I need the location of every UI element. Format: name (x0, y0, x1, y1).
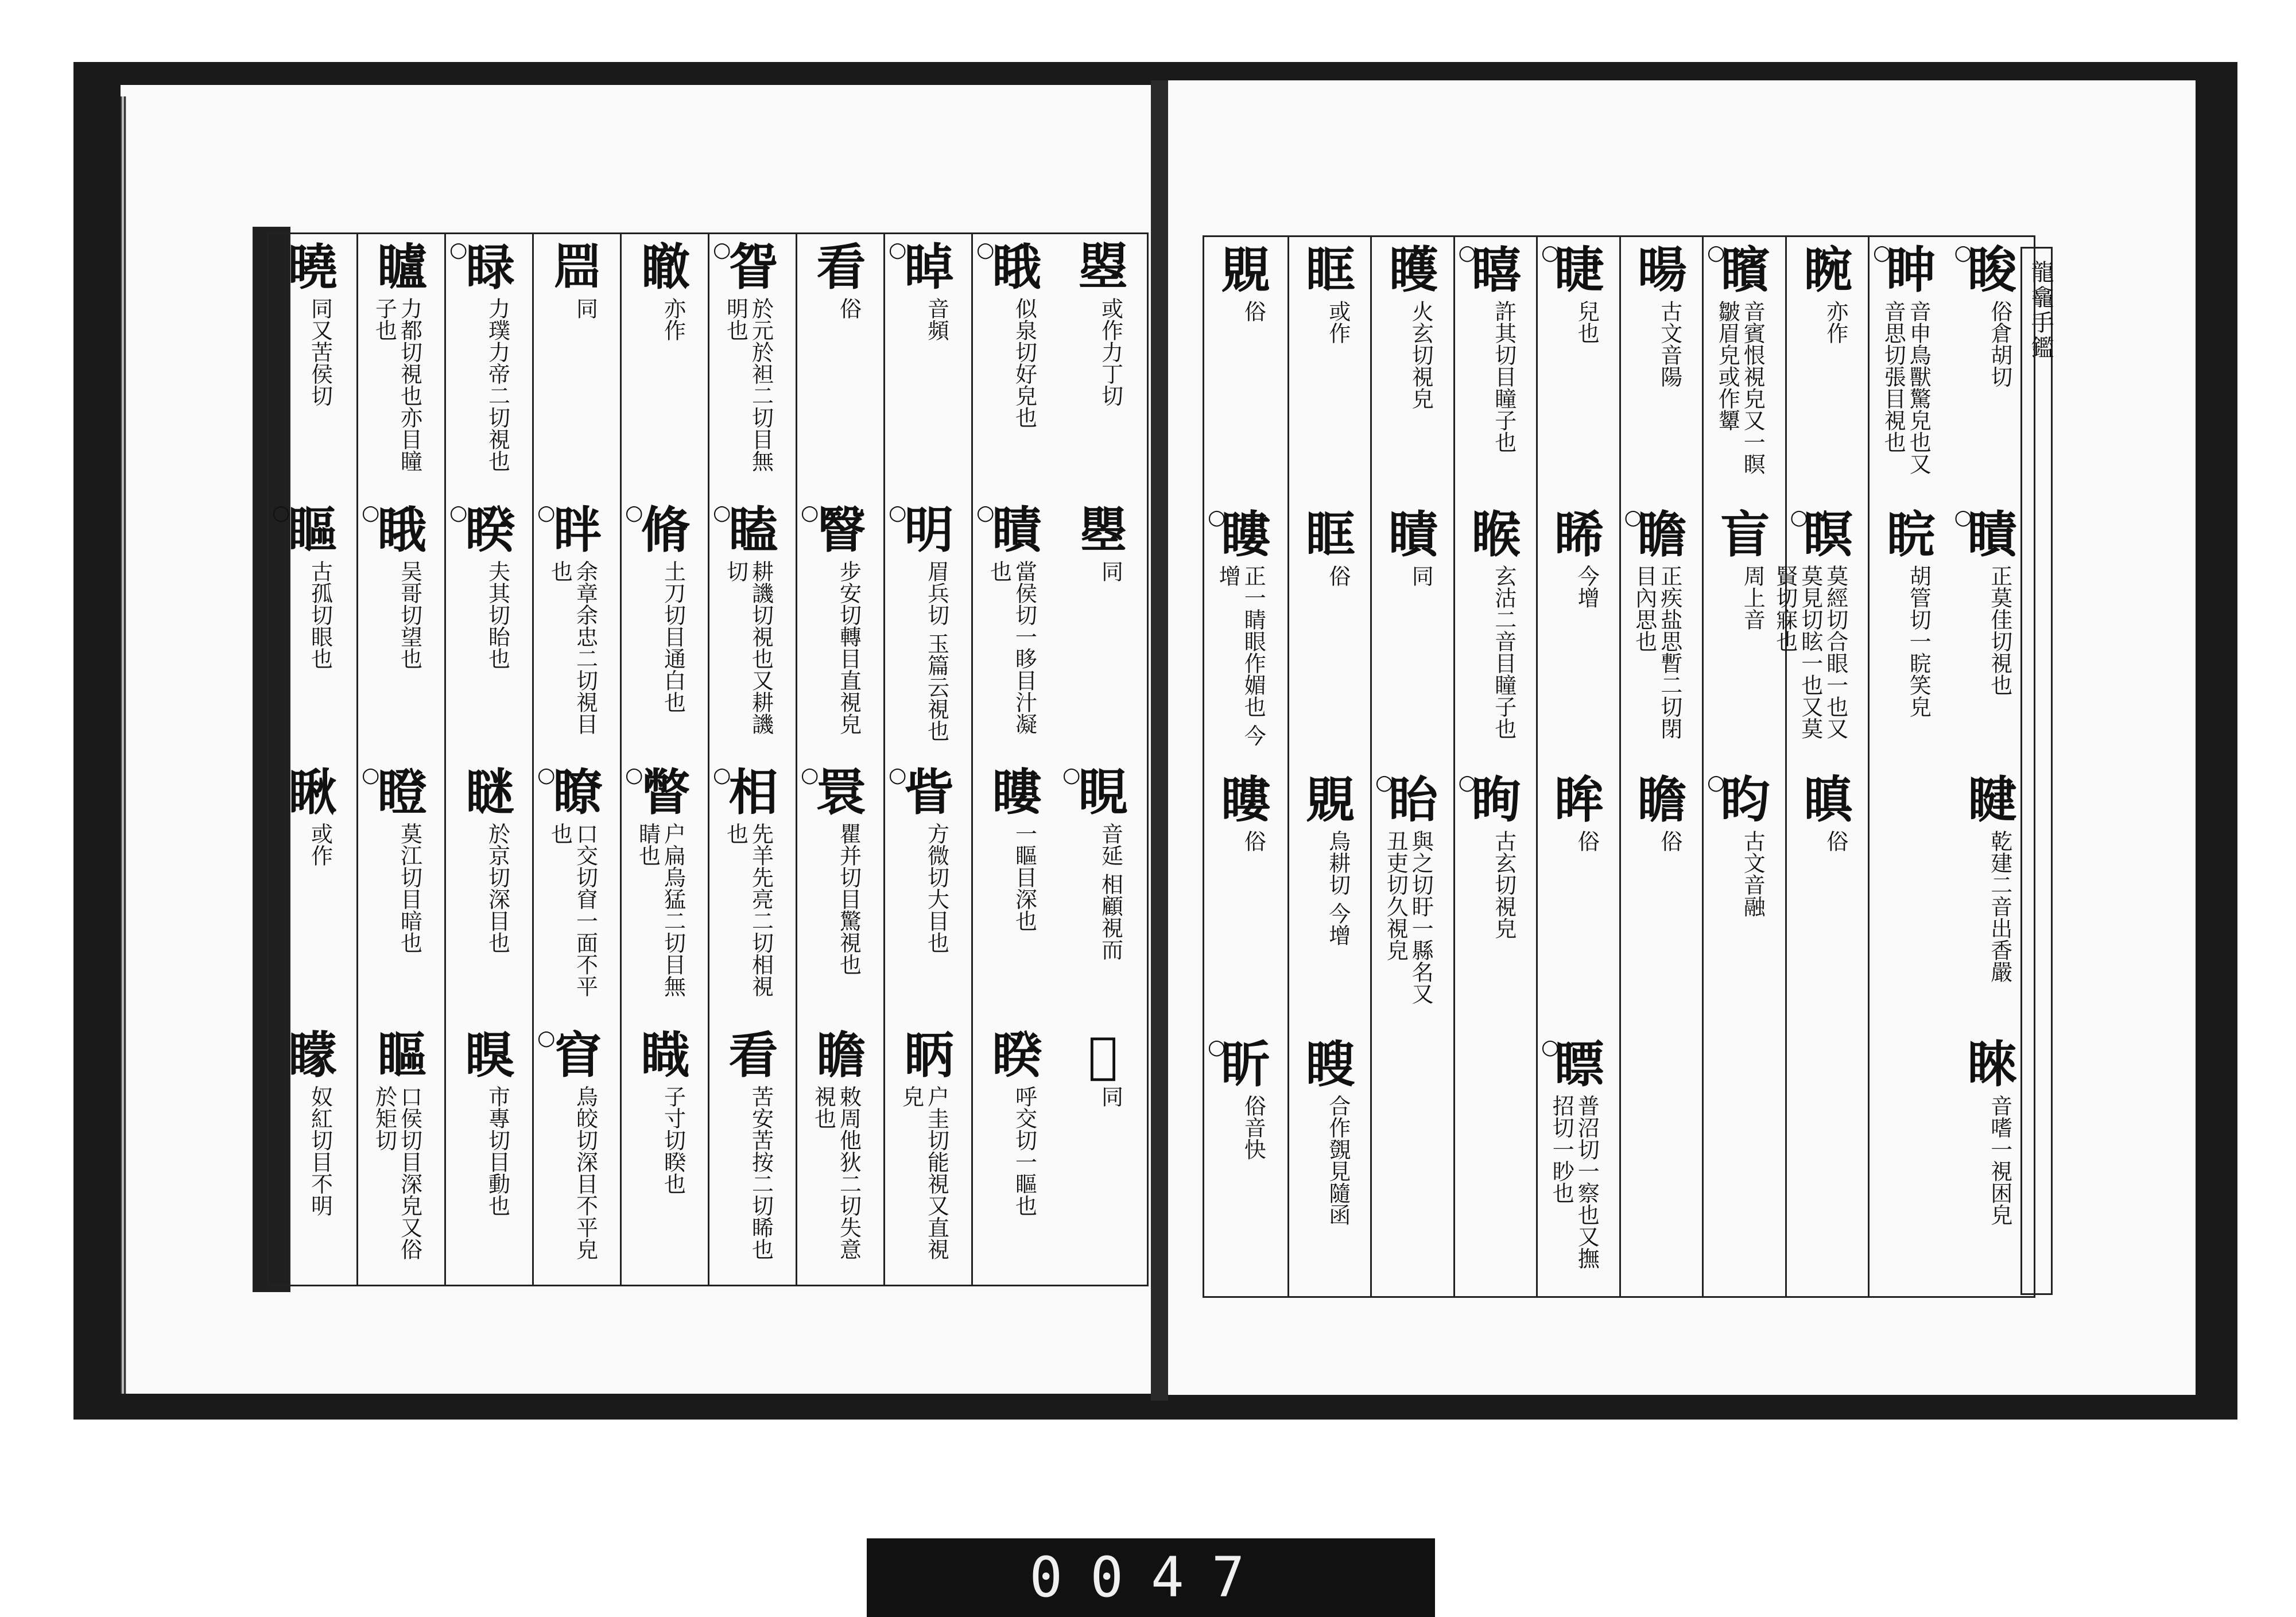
left-gloss: 於元於袒二切目無明也 (723, 297, 774, 472)
left-headword: 睋 (377, 501, 427, 559)
right-column (1204, 237, 1287, 1296)
left-entry (269, 765, 356, 1020)
left-entry (973, 765, 1061, 1020)
left-headword: 矇 (288, 1026, 338, 1084)
left-entry (534, 240, 622, 495)
right-column (1619, 237, 1704, 1296)
right-entry (1204, 243, 1287, 499)
right-gloss: 音賓恨視皃又一瞑皺眉皃或作顰 (1715, 300, 1766, 475)
right-headword: 睞 (1967, 1035, 2017, 1093)
left-gloss: 夫其切眙也 (484, 560, 510, 669)
left-entry (1059, 240, 1147, 495)
right-gloss: 莫經切合眼一也又莫見切眩一也又莫賢切寐也 (1772, 565, 1848, 740)
right-column (1370, 237, 1455, 1296)
right-headword: 睺 (1471, 506, 1521, 564)
right-page-text-block (1203, 235, 2035, 1298)
circle-mark-icon: ○ (889, 763, 907, 787)
left-gloss: 呼交切一瞘也 (1011, 1085, 1037, 1216)
left-gloss: 當侯切一眵目汁凝也 (986, 560, 1037, 735)
right-gloss: 或作 (1325, 300, 1351, 344)
right-gloss: 正疾盐思暫二切閉目內思也 (1631, 565, 1682, 740)
left-column (444, 234, 534, 1285)
left-entry (269, 1028, 356, 1283)
right-headword: 瞻 (1637, 506, 1687, 564)
right-headword: 瞋 (1803, 770, 1853, 829)
left-headword: 眢 (728, 238, 778, 296)
right-entry (1951, 507, 2034, 764)
left-headword: 瞇 (465, 763, 515, 821)
left-headword: 睽 (465, 501, 515, 559)
left-headword: 睘 (816, 763, 866, 821)
right-column (1951, 237, 2034, 1296)
left-entry (534, 1028, 622, 1283)
left-column (708, 234, 797, 1285)
right-entry (1951, 243, 2034, 499)
right-gloss: 胡管切一睆笑皃 (1906, 565, 1932, 718)
left-headword: 明 (904, 501, 954, 559)
right-column (1702, 237, 1787, 1296)
left-entry (1059, 1028, 1147, 1283)
right-headword: 盲 (1720, 506, 1770, 564)
left-column (532, 234, 622, 1285)
right-gloss: 古文音融 (1740, 829, 1766, 917)
circle-mark-icon: ○ (449, 238, 468, 262)
right-headword: 瞑 (1803, 506, 1853, 564)
right-headword: 瞻 (1637, 770, 1687, 829)
right-entry (1787, 770, 1870, 1029)
left-headword: 相 (728, 763, 778, 821)
right-entry (1772, 506, 1870, 764)
left-headword: 睋 (992, 238, 1042, 296)
left-headword: 曉 (288, 238, 338, 296)
right-entry (1704, 507, 1787, 764)
right-gloss: 古文音陽 (1657, 300, 1682, 387)
left-headword: 瞜 (992, 763, 1042, 821)
right-entry (1704, 243, 1787, 499)
circle-mark-icon: ○ (1458, 241, 1476, 265)
left-headword: 睩 (465, 238, 515, 296)
circle-mark-icon: ○ (362, 763, 380, 787)
circle-mark-icon: ○ (1707, 241, 1725, 265)
circle-mark-icon: ○ (801, 501, 819, 525)
left-gloss: 同 (1097, 1085, 1123, 1107)
right-headword: 眴 (1471, 770, 1521, 829)
circle-mark-icon: ○ (449, 501, 468, 525)
left-headword: 窅 (553, 1026, 603, 1084)
right-headword: 瞜 (1221, 770, 1271, 829)
left-entry (885, 503, 973, 758)
left-column (269, 234, 356, 1285)
left-headword: 瞔 (992, 501, 1042, 559)
left-gloss: 音頻 (924, 297, 949, 341)
right-column (1287, 237, 1372, 1296)
right-gloss: 俗 (1240, 300, 1266, 322)
left-gloss: 烏皎切深目不平皃 (572, 1085, 598, 1260)
left-headword: 看 (728, 1026, 778, 1084)
running-head: 龍龕手鑑 (2027, 260, 2054, 361)
circle-mark-icon: ○ (1458, 770, 1476, 794)
left-gloss: 眉兵切 玉篇云視也 (924, 560, 949, 742)
left-entry (358, 765, 446, 1020)
left-headword: 睽 (992, 1026, 1042, 1084)
left-headword: 瞘 (377, 1026, 427, 1084)
right-headword: 覞 (1305, 770, 1355, 829)
left-entry (709, 240, 797, 495)
right-entry (1204, 770, 1287, 1029)
left-gloss: 苦安苦按二切睎也 (748, 1085, 774, 1260)
left-entry (446, 1028, 534, 1283)
book-gutter (1151, 80, 1168, 1401)
right-headword: 矆 (1389, 241, 1438, 299)
right-column (1536, 237, 1621, 1296)
left-entry (446, 765, 534, 1020)
left-entry (622, 1028, 709, 1283)
page-edge-stack (121, 96, 126, 1394)
right-entry (1951, 1037, 2034, 1294)
right-entry (1621, 243, 1704, 499)
left-entry (622, 765, 709, 1020)
circle-mark-icon: ○ (976, 501, 995, 525)
right-gloss: 與之切盱一縣名又丑吏切久視皃 (1383, 829, 1434, 1005)
right-gloss: 音申鳥獸驚皃也又音思切張目視也 (1880, 300, 1932, 475)
left-headword: 瞌 (728, 501, 778, 559)
right-entry (1372, 507, 1455, 764)
left-headword: 眫 (553, 501, 603, 559)
left-entry (1059, 765, 1147, 1020)
right-entry (1372, 770, 1455, 1029)
left-gloss: 俗 (836, 297, 862, 319)
left-headword: 瞭 (553, 763, 603, 821)
left-entry (622, 503, 709, 758)
circle-mark-icon: ○ (1541, 1035, 1560, 1059)
circle-mark-icon: ○ (889, 501, 907, 525)
left-column (883, 234, 973, 1285)
right-entry (1204, 1037, 1287, 1294)
right-gloss: 俗 (1325, 565, 1351, 587)
right-headword: 覞 (1221, 241, 1271, 299)
circle-mark-icon: ○ (713, 763, 731, 787)
right-gloss: 俗 (1822, 829, 1848, 852)
circle-mark-icon: ○ (537, 501, 556, 525)
right-entry (1289, 770, 1372, 1029)
right-headword: 瞜 (1221, 506, 1271, 564)
right-headword: 瞟 (1554, 1035, 1604, 1093)
right-entry (1787, 243, 1870, 499)
circle-mark-icon: ○ (713, 501, 731, 525)
left-headword: 眥 (904, 763, 954, 821)
right-entry (1455, 507, 1538, 764)
right-entry (1704, 770, 1787, 1029)
left-headword: 瞪 (377, 763, 427, 821)
left-headword: 瞘 (288, 501, 338, 559)
left-headword: 看 (816, 238, 866, 296)
left-gloss: 市專切目動也 (484, 1085, 510, 1216)
right-column (1868, 237, 1953, 1296)
left-entry (709, 503, 797, 758)
right-headword: 瞔 (1967, 506, 2017, 564)
circle-mark-icon: ○ (1707, 770, 1725, 794)
right-headword: 瞔 (1389, 506, 1438, 564)
left-column (620, 234, 709, 1285)
right-entry (1289, 1037, 1372, 1294)
right-headword: 瞦 (1471, 241, 1521, 299)
right-headword: 矉 (1720, 241, 1770, 299)
right-headword: 眒 (1886, 241, 1936, 299)
circle-mark-icon: ○ (272, 501, 290, 525)
right-entry (1372, 243, 1455, 499)
left-entry (1059, 503, 1147, 758)
circle-mark-icon: ○ (625, 501, 643, 525)
right-gloss: 俗 (1574, 829, 1600, 852)
circle-mark-icon: ○ (1790, 506, 1808, 530)
left-entry (797, 1028, 885, 1283)
right-gloss: 普沼切一察也又撫招切一眇也 (1549, 1094, 1600, 1269)
left-gloss: 於京切深目也 (484, 823, 510, 953)
left-entry (797, 503, 885, 758)
right-gloss: 古玄切視皃 (1491, 829, 1517, 939)
right-gloss: 亦作 (1822, 300, 1848, 344)
left-gloss: 吴哥切望也 (397, 560, 422, 669)
right-headword: 睷 (1967, 770, 2017, 829)
circle-mark-icon: ○ (537, 763, 556, 787)
right-entry (1870, 243, 1953, 499)
circle-mark-icon: ○ (1375, 770, 1394, 794)
left-gloss: 音延 相顧視而 (1097, 823, 1123, 961)
left-gloss: 奴紅切目不明 (307, 1085, 333, 1216)
left-column (796, 234, 885, 1285)
left-gloss: 方微切大目也 (924, 823, 949, 953)
right-entry (1289, 243, 1372, 499)
left-entry (446, 240, 534, 495)
right-entry (1204, 507, 1287, 764)
left-gloss: 力璞力帝二切視也 (484, 297, 510, 472)
left-gloss: 或作力丁切 (1097, 297, 1123, 406)
circle-mark-icon: ○ (1541, 241, 1560, 265)
left-entry (973, 503, 1061, 758)
left-entry (885, 240, 973, 495)
left-entry (358, 1028, 446, 1283)
left-entry (358, 503, 446, 758)
circle-mark-icon: ○ (1208, 1035, 1226, 1059)
left-entry (446, 503, 534, 758)
left-gloss: 或作 (307, 823, 333, 866)
right-entry (1455, 770, 1538, 1029)
left-gloss: 同 (572, 297, 598, 319)
right-entry (1621, 507, 1704, 764)
left-column (356, 234, 446, 1285)
right-gloss: 今增 (1574, 565, 1600, 609)
left-headword: 瞁 (465, 1026, 515, 1084)
left-gloss: 同又苦侯切 (307, 297, 333, 406)
right-entry (1289, 507, 1372, 764)
right-gloss: 火玄切視皃 (1408, 300, 1434, 409)
right-gloss: 正一睛眼作媚也 今增 (1215, 565, 1266, 747)
circle-mark-icon: ○ (1624, 506, 1642, 530)
left-headword: 睵 (641, 1026, 691, 1084)
left-headword: 瞾 (1078, 501, 1128, 559)
circle-mark-icon: ○ (889, 238, 907, 262)
right-gloss: 俗 (1657, 829, 1682, 852)
right-headword: 暘 (1637, 241, 1687, 299)
right-entry (1538, 770, 1621, 1029)
circle-mark-icon: ○ (1873, 241, 1891, 265)
right-entry (1621, 770, 1704, 1029)
left-entry (269, 240, 356, 495)
circle-mark-icon: ○ (1954, 506, 1972, 530)
right-gloss: 俗 (1240, 829, 1266, 852)
reel-number-plate (867, 1538, 1435, 1617)
left-gloss: 口交切窅一面不平也 (547, 823, 598, 997)
left-gloss: 户扁烏猛二切目無睛也 (635, 823, 686, 997)
left-headword: 曌 (1078, 238, 1128, 296)
left-column (1059, 234, 1147, 1285)
left-headword: 脩 (641, 501, 691, 559)
left-gloss: 同 (1097, 560, 1123, 582)
left-gloss: 莫江切目暗也 (397, 823, 422, 953)
right-headword: 睃 (1967, 241, 2017, 299)
right-gloss: 俗倉胡切 (1987, 300, 2012, 387)
right-headword: 盷 (1720, 770, 1770, 829)
right-gloss: 乾建二音出香嚴 (1987, 829, 2012, 983)
left-entry (534, 765, 622, 1020)
left-headword: 瞻 (816, 1026, 866, 1084)
right-column (1453, 237, 1538, 1296)
left-entry (622, 240, 709, 495)
right-gloss: 正莫佳切視也 (1987, 565, 2012, 696)
right-entry (1870, 507, 1953, 764)
right-column (1772, 237, 1870, 1296)
circle-mark-icon: ○ (1208, 506, 1226, 530)
right-headword: 眸 (1554, 770, 1604, 829)
right-headword: 眶 (1305, 506, 1355, 564)
right-gloss: 許其切目瞳子也 (1491, 300, 1517, 453)
left-gloss: 似泉切好皃也 (1011, 297, 1037, 428)
right-entry (1538, 1037, 1621, 1294)
left-gloss: 土刀切目通白也 (660, 560, 686, 713)
left-entry (973, 240, 1061, 495)
right-gloss: 烏耕切 今增 (1325, 829, 1351, 946)
left-entry (534, 503, 622, 758)
left-gloss: 瞿并切目驚視也 (836, 823, 862, 975)
left-gloss: 子寸切睽也 (660, 1085, 686, 1195)
left-headword: 𥇍 (904, 238, 954, 296)
right-headword: 睎 (1554, 506, 1604, 564)
right-gloss: 俗音快 (1240, 1094, 1266, 1160)
left-entry (358, 240, 446, 495)
left-gloss: 古孤切眼也 (307, 560, 333, 669)
left-headword: 瞮 (641, 238, 691, 296)
left-gloss: 亦作 (660, 297, 686, 341)
right-gloss: 兒也 (1574, 300, 1600, 344)
circle-mark-icon: ○ (713, 238, 731, 262)
circle-mark-icon: ○ (537, 1026, 556, 1050)
circle-mark-icon: ○ (801, 763, 819, 787)
right-gloss: 同 (1408, 565, 1434, 587)
left-entry (973, 1028, 1061, 1283)
left-gloss: 一瞘目深也 (1011, 823, 1037, 932)
right-entry (1538, 243, 1621, 499)
right-headword: 盺 (1221, 1035, 1271, 1093)
left-gloss: 步安切轉目直視皃 (836, 560, 862, 735)
left-gloss: 余章余忠二切視目也 (547, 560, 598, 735)
circle-mark-icon: ○ (976, 238, 995, 262)
left-entry (797, 765, 885, 1020)
right-headword: 瞍 (1305, 1035, 1355, 1093)
left-entry (797, 240, 885, 495)
left-entry (709, 765, 797, 1020)
left-headword: 瞅 (288, 763, 338, 821)
right-entry (1455, 243, 1538, 499)
left-headword: 睍 (1078, 763, 1128, 821)
left-headword: 𥉮 (1088, 1026, 1118, 1084)
right-headword: 睆 (1886, 506, 1936, 564)
left-gloss: 先羊先亮二切相視也 (723, 823, 774, 997)
reel-number: 0047 (1029, 1545, 1273, 1610)
right-headword: 眶 (1305, 241, 1355, 299)
right-gloss: 音嗜一視困皃 (1987, 1094, 2012, 1226)
left-gloss: 口侯切目深皃又俗於矩切 (371, 1085, 422, 1260)
left-headword: 眪 (904, 1026, 954, 1084)
circle-mark-icon: ○ (362, 501, 380, 525)
right-gloss: 合作覴見隨函 (1325, 1094, 1351, 1226)
left-headword: 瞖 (816, 501, 866, 559)
left-entry (885, 765, 973, 1020)
left-entry (885, 1028, 973, 1283)
right-gloss: 周上音 (1740, 565, 1766, 631)
left-gloss: 敕周他狄二切失意視也 (810, 1085, 862, 1260)
right-headword: 眙 (1389, 770, 1438, 829)
left-headword: 𥆞 (553, 238, 603, 296)
left-gloss: 耕譏切視也又耕譏切 (723, 560, 774, 735)
left-entry (269, 503, 356, 758)
circle-mark-icon: ○ (625, 763, 643, 787)
right-entry (1538, 507, 1621, 764)
right-headword: 睫 (1554, 241, 1604, 299)
right-headword: 睕 (1803, 241, 1853, 299)
right-entry (1951, 770, 2034, 1029)
left-gloss: 户圭切能視又直視皃 (898, 1085, 949, 1260)
right-gloss: 玄沽二音目瞳子也 (1491, 565, 1517, 740)
left-page-text-block (267, 232, 1149, 1286)
left-headword: 瞥 (641, 763, 691, 821)
left-headword: 矑 (377, 238, 427, 296)
left-entry (709, 1028, 797, 1283)
circle-mark-icon: ○ (1954, 241, 1972, 265)
left-gloss: 力都切視也亦目瞳子也 (371, 297, 422, 472)
circle-mark-icon: ○ (1062, 763, 1081, 787)
left-column (971, 234, 1061, 1285)
